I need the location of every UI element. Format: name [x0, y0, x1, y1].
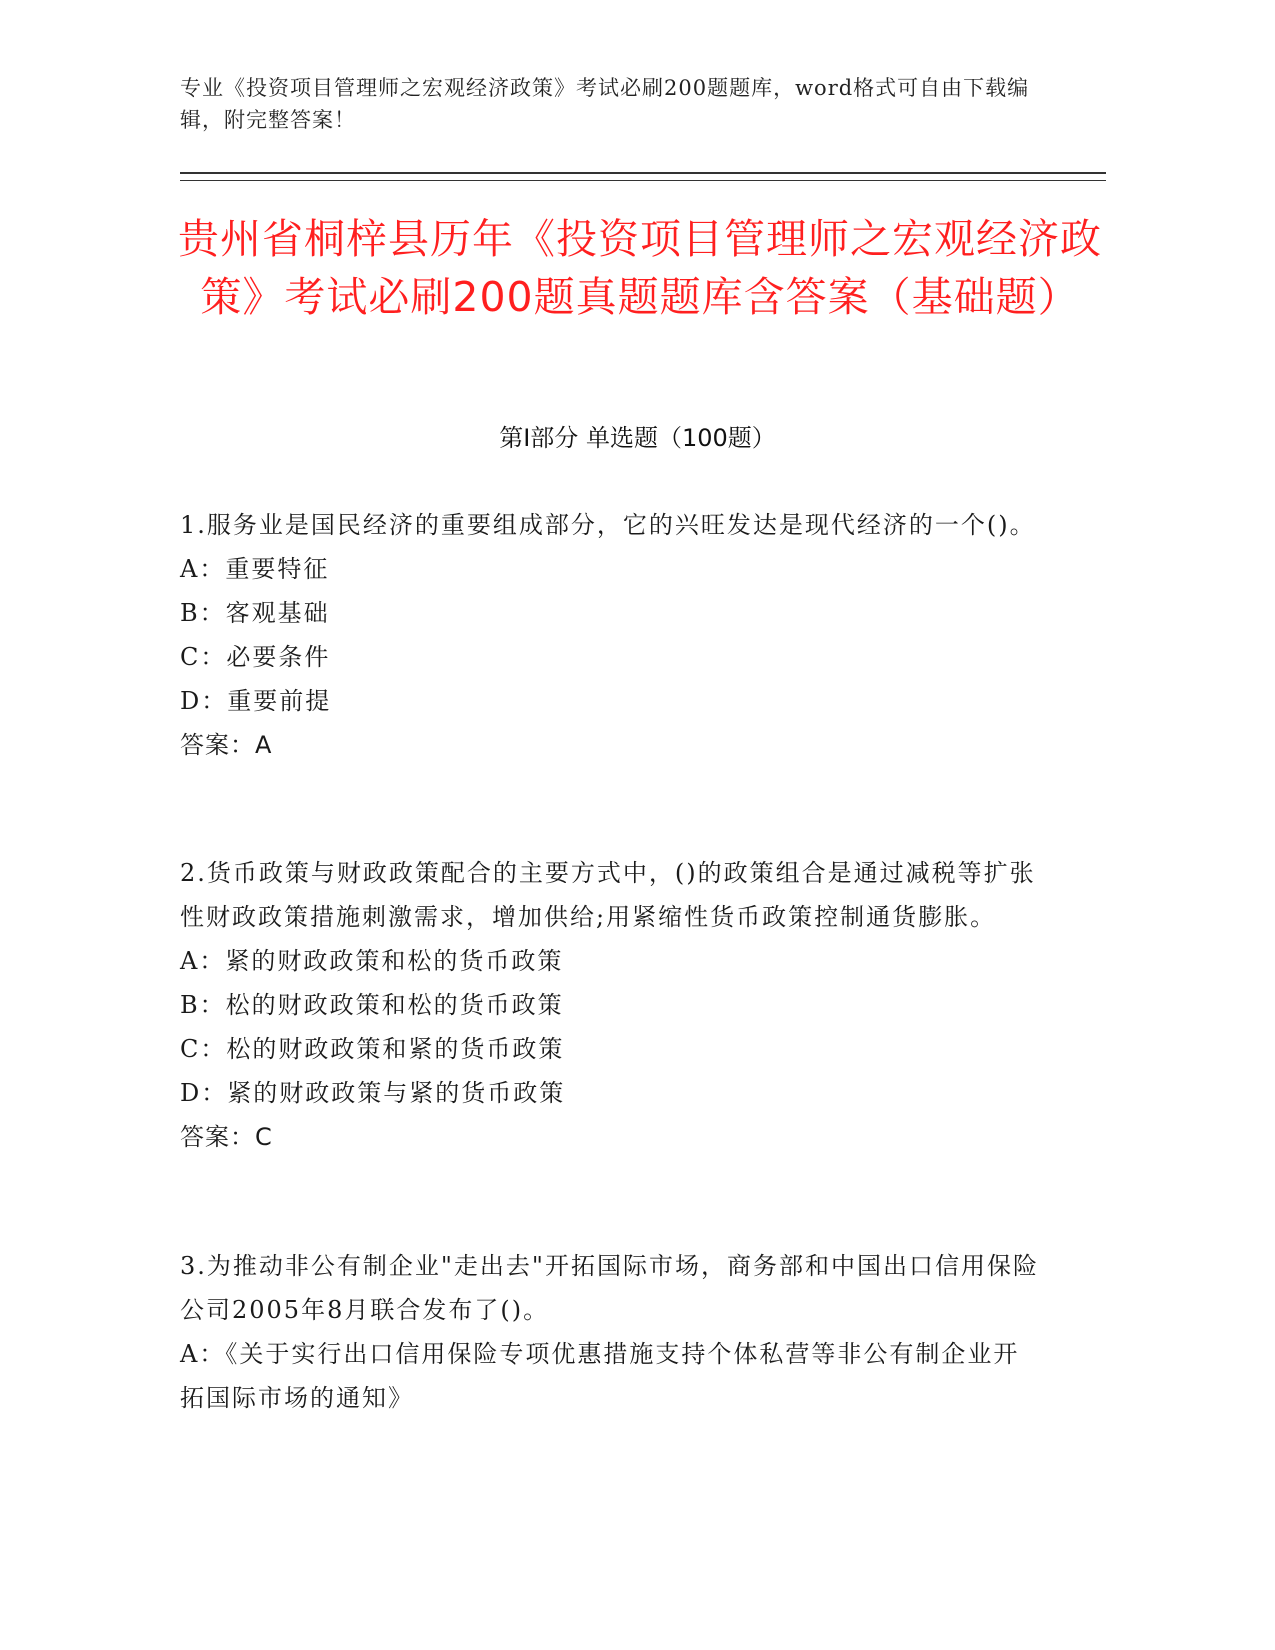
- question-stem: 1.服务业是国民经济的重要组成部分，它的兴旺发达是现代经济的一个()。: [180, 511, 1036, 539]
- option-d: D：重要前提: [180, 687, 332, 715]
- header-note: 专业《投资项目管理师之宏观经济政策》考试必刷200题题库，word格式可自由下载编辑，附完整答案！: [180, 76, 1030, 132]
- option-c: C：松的财政政策和紧的货币政策: [180, 1035, 565, 1063]
- section-title: 第Ⅰ部分 单选题（100题）: [499, 424, 776, 452]
- answer: 答案：C: [180, 1123, 273, 1151]
- option-a: A：紧的财政政策和松的货币政策: [180, 947, 564, 975]
- option-a: A：重要特征: [180, 555, 330, 583]
- question-stem: 3.为推动非公有制企业"走出去"开拓国际市场，商务部和中国出口信用保险公司2005年8月联合发布了()。: [180, 1252, 1039, 1324]
- option-d: D：紧的财政政策与紧的货币政策: [180, 1079, 566, 1107]
- option-b: B：松的财政政策和松的货币政策: [180, 991, 564, 1019]
- document-title: 贵州省桐梓县历年《投资项目管理师之宏观经济政策》考试必刷200题真题题库含答案（基础题）: [178, 215, 1102, 321]
- question-stem: 2.货币政策与财政政策配合的主要方式中，()的政策组合是通过减税等扩张性财政政策措施刺激需求，增加供给;用紧缩性货币政策控制通货膨胀。: [180, 859, 1036, 931]
- option-a: A：《关于实行出口信用保险专项优惠措施支持个体私营等非公有制企业开拓国际市场的通知》: [180, 1340, 1020, 1412]
- option-b: B：客观基础: [180, 599, 330, 627]
- option-c: C：必要条件: [180, 643, 331, 671]
- answer: 答案：A: [180, 731, 273, 759]
- question-2: [180, 851, 1040, 1159]
- question-1: [180, 503, 1040, 767]
- question-3: [180, 1244, 1040, 1420]
- header-divider-thin: [180, 180, 1106, 181]
- header-divider: [180, 172, 1106, 174]
